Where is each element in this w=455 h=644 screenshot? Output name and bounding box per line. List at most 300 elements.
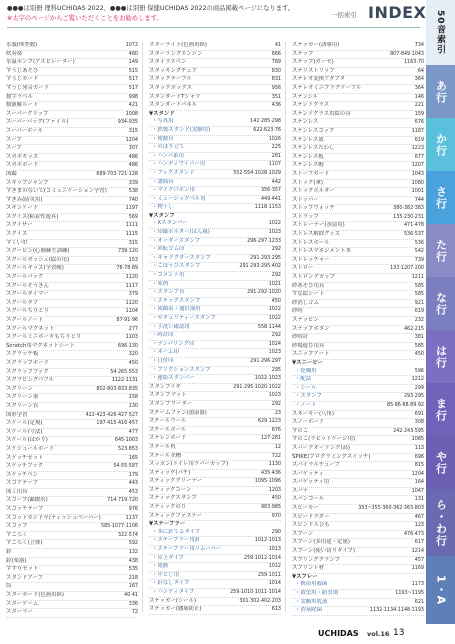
footer-page-number: 13 bbox=[393, 628, 405, 638]
index-entry-pages: 12 bbox=[274, 443, 281, 450]
index-entry bbox=[149, 444, 281, 453]
index-entry-pages: 364 bbox=[414, 84, 424, 91]
index-entry bbox=[6, 455, 138, 464]
index-entry bbox=[149, 384, 281, 393]
index-entry bbox=[292, 59, 424, 68]
index-entry-name: ステップ bbox=[292, 50, 314, 57]
index-entry bbox=[6, 274, 138, 283]
index-entry-name: 図鑑 bbox=[6, 170, 17, 177]
index-entry bbox=[149, 68, 281, 77]
index-entry bbox=[292, 308, 424, 317]
index-entry-pages: 535 bbox=[128, 566, 138, 573]
index-entry-pages: 552·554·1028·1029 bbox=[233, 169, 281, 176]
index-entry-pages: 476·473 bbox=[403, 530, 424, 537]
index-entry-pages: 1026 bbox=[268, 135, 281, 142]
index-entry-name: ▼ステープラー bbox=[149, 521, 186, 528]
index-entry bbox=[149, 358, 281, 367]
index-entry-name: すきまのないで(コミュニケーション学習) bbox=[6, 188, 107, 195]
index-entry-pages: 536 bbox=[414, 239, 424, 246]
index-entry-name: スクリーン架 bbox=[6, 394, 39, 401]
index-entry-name: ・ステープラー用リムーバー bbox=[152, 546, 222, 553]
index-entry-name: ・消臭除菌 bbox=[295, 607, 322, 614]
index-entry-name: ステンドグラス bbox=[292, 102, 330, 109]
index-entry-pages: 450 bbox=[271, 297, 281, 304]
index-entry-pages: 130 bbox=[128, 402, 138, 409]
index-entry-name: SPIKE(プログラミングスイッチ) bbox=[292, 453, 371, 460]
index-entry bbox=[292, 514, 424, 523]
index-entry bbox=[292, 462, 424, 471]
index-entry bbox=[149, 42, 281, 51]
index-entry-name: スケール(寸法) bbox=[6, 428, 43, 435]
index-entry bbox=[6, 532, 138, 541]
index-entry-name: スタンダードTシャツ bbox=[149, 93, 201, 100]
index-entry-pages: 1022 bbox=[268, 220, 281, 227]
index-entry-pages: 569 bbox=[128, 213, 138, 220]
index-entry-name: スパゲッティ bbox=[292, 470, 324, 477]
index-entry-pages: 1187 bbox=[411, 127, 424, 134]
kana-tab[interactable]: か行 bbox=[426, 118, 455, 171]
index-entry bbox=[292, 590, 424, 599]
index-entry-pages: 127·281 bbox=[260, 435, 281, 442]
index-entry bbox=[6, 102, 138, 111]
index-entry-pages: 23 bbox=[274, 409, 281, 416]
index-entry bbox=[149, 461, 281, 470]
index-entry-name: スクールガッシュ(絵の用) bbox=[6, 256, 70, 263]
index-entry bbox=[292, 351, 424, 360]
index-entry-name: 数字ラベル bbox=[6, 93, 33, 100]
index-entry-pages: 677 bbox=[414, 153, 424, 160]
index-entry-name: ・手洗い確認用 bbox=[152, 323, 190, 330]
index-entry-pages: 259·1012·1014 bbox=[243, 554, 281, 561]
index-entry-pages: 462·215 bbox=[403, 325, 424, 332]
index-entry bbox=[6, 171, 138, 180]
kana-tab[interactable]: た行 bbox=[426, 224, 455, 277]
index-entry-name: ・ハンディワイパー用 bbox=[152, 161, 206, 168]
index-entry-pages: 292 bbox=[271, 332, 281, 339]
index-entry-pages: 970 bbox=[271, 512, 281, 519]
index-entry bbox=[149, 255, 281, 264]
index-entry-pages: 956 bbox=[271, 84, 281, 91]
kana-tab[interactable]: な行 bbox=[426, 277, 455, 330]
kana-tab[interactable]: や行 bbox=[426, 436, 455, 489]
index-entry bbox=[6, 412, 138, 421]
index-entry bbox=[149, 529, 281, 538]
index-entry-pages: 295 bbox=[271, 366, 281, 373]
index-entry-pages: 450 bbox=[271, 495, 281, 502]
index-entry-name: スコットカシドヤ(ティッシュペーパー) bbox=[6, 514, 101, 521]
index-entry bbox=[149, 59, 281, 68]
index-entry-name: ・時計印 bbox=[152, 332, 174, 339]
index-entry bbox=[6, 377, 138, 386]
index-entry bbox=[149, 537, 281, 546]
kana-tab[interactable]: 50音索引 bbox=[426, 0, 455, 65]
index-entry bbox=[149, 220, 281, 229]
index-entry-pages: 1012·1013 bbox=[254, 537, 281, 544]
index-entry bbox=[292, 531, 424, 540]
index-entry-name: ステッカー(腰痛防止) bbox=[149, 606, 202, 613]
index-entry-pages: 307 bbox=[128, 145, 138, 152]
index-entry-pages: 1212 bbox=[411, 376, 424, 383]
index-entry-pages: 1207 bbox=[411, 162, 424, 169]
index-entry-name: スタックテーブル bbox=[149, 76, 192, 83]
index-entry bbox=[292, 94, 424, 103]
index-columns bbox=[6, 42, 424, 616]
index-entry-pages: 315 bbox=[128, 239, 138, 246]
index-entry-name: 砂あそび用具 bbox=[292, 282, 325, 289]
index-entry-pages: 438 bbox=[128, 557, 138, 564]
index-entry-name: ステンレス皿 bbox=[292, 136, 324, 143]
footer-volume: vol.16 bbox=[367, 630, 390, 638]
index-entry-pages: 380·382·383 bbox=[393, 205, 424, 212]
index-entry-name: ステンレスコップ bbox=[292, 127, 335, 134]
index-entry-pages: 123 bbox=[414, 522, 424, 529]
index-entry bbox=[292, 283, 424, 292]
index-entry bbox=[149, 375, 281, 384]
kana-tab[interactable]: ら・わ行 bbox=[426, 489, 455, 556]
index-entry-name: スクイザー bbox=[6, 222, 33, 229]
index-entry bbox=[292, 402, 424, 411]
kana-tab[interactable]: 1・A bbox=[426, 556, 455, 624]
index-entry-pages: 221 bbox=[414, 102, 424, 109]
index-entry-name: ストッパー bbox=[292, 196, 319, 203]
index-entry-name: スーパーボール bbox=[6, 127, 44, 134]
index-entry-name: スナッピン bbox=[292, 317, 319, 323]
index-entry-name: ステップ(ガーゼ) bbox=[292, 59, 334, 66]
index-entry-pages: 356·357 bbox=[260, 187, 281, 194]
index-entry-pages: 1022·1023 bbox=[254, 375, 281, 382]
index-entry bbox=[149, 392, 281, 401]
index-entry bbox=[6, 446, 138, 455]
index-entry-name: スピーカー bbox=[292, 505, 319, 512]
index-entry-pages: 517 bbox=[128, 84, 138, 91]
index-entry-pages: 515 bbox=[128, 67, 138, 74]
index-entry bbox=[6, 558, 138, 567]
index-entry bbox=[149, 153, 281, 162]
index-entry bbox=[292, 471, 424, 480]
index-entry-pages: 585·1077·1106 bbox=[100, 523, 138, 530]
index-entry-pages: 442 bbox=[271, 178, 281, 185]
index-title: INDEX bbox=[368, 3, 427, 22]
index-entry bbox=[6, 154, 138, 163]
index-entry bbox=[149, 289, 281, 298]
kana-tab[interactable]: あ行 bbox=[426, 65, 455, 118]
index-entry bbox=[149, 118, 281, 127]
index-entry-name: すずりセット bbox=[6, 566, 39, 573]
index-entry-pages: 1012 bbox=[268, 563, 281, 570]
index-entry bbox=[149, 470, 281, 479]
index-entry-name: スクールノート bbox=[6, 317, 44, 323]
index-entry-pages: 301·302·402·203 bbox=[239, 597, 281, 604]
index-entry-name: スクラップボード bbox=[6, 359, 50, 366]
index-entry-pages: 592 bbox=[128, 540, 138, 547]
index-entry-pages: 457 bbox=[414, 556, 424, 563]
index-entry bbox=[149, 272, 281, 281]
index-entry-name: ・実験用乳液 bbox=[295, 598, 328, 605]
index-entry bbox=[292, 565, 424, 574]
index-entry bbox=[6, 515, 138, 524]
index-entry-name: ・殺虫用・防虫剤 bbox=[295, 590, 339, 596]
index-entry-name: すぎみ(防災用) bbox=[6, 196, 43, 203]
index-entry-pages: 1104 bbox=[125, 308, 138, 315]
index-entry bbox=[149, 136, 281, 145]
index-entry-name: スタッキングチェア bbox=[149, 67, 198, 74]
index-entry-pages: 1193~1195 bbox=[395, 590, 424, 596]
index-entry bbox=[292, 76, 424, 85]
index-entry-pages: 739 bbox=[414, 256, 424, 263]
index-entry-pages: 336 bbox=[128, 600, 138, 607]
index-entry bbox=[6, 205, 138, 214]
index-entry-pages: 113 bbox=[414, 444, 424, 451]
index-entry-pages: 976 bbox=[128, 506, 138, 513]
index-entry-name: スコッチテープ bbox=[6, 506, 44, 513]
index-entry bbox=[6, 197, 138, 206]
index-entry-pages: 296·297·1233 bbox=[247, 237, 281, 244]
index-entry-name: スケッチセット bbox=[6, 454, 44, 461]
index-entry bbox=[6, 437, 138, 446]
index-entry-pages: 422·423·426·427·527 bbox=[85, 411, 138, 418]
index-entry-pages: 1203 bbox=[268, 486, 281, 493]
index-entry-name: スープ bbox=[6, 145, 22, 152]
index-entry bbox=[6, 403, 138, 412]
index-entry bbox=[149, 204, 281, 213]
kana-tab[interactable]: ま行 bbox=[426, 383, 455, 436]
index-entry bbox=[6, 59, 138, 68]
index-entry bbox=[149, 246, 281, 255]
index-entry-name: ・ブックスタンド bbox=[152, 169, 195, 176]
index-entry-pages: 696·130 bbox=[117, 342, 138, 349]
kana-tab[interactable]: さ行 bbox=[426, 171, 455, 224]
index-entry bbox=[292, 197, 424, 206]
index-entry-pages: 158 bbox=[128, 394, 138, 401]
index-entry bbox=[6, 291, 138, 300]
index-entry bbox=[292, 180, 424, 189]
index-entry-name: スクールミニホーキもちりとり bbox=[6, 334, 82, 341]
index-entry bbox=[292, 343, 424, 352]
index-entry-pages: 1211 bbox=[411, 274, 424, 281]
index-entry-name: 水服(体型数) bbox=[6, 42, 38, 48]
index-entry bbox=[6, 188, 138, 197]
index-entry bbox=[149, 572, 281, 581]
index-entry-pages: 292 bbox=[271, 272, 281, 279]
index-entry bbox=[6, 76, 138, 85]
index-entry bbox=[6, 94, 138, 103]
index-entry-pages: 218 bbox=[128, 574, 138, 581]
index-entry bbox=[6, 394, 138, 403]
index-entry-pages: 450 bbox=[128, 359, 138, 366]
index-entry-name: ストックホルダー bbox=[292, 188, 335, 195]
index-entry-pages: 538 bbox=[128, 188, 138, 195]
index-entry-pages: 1197 bbox=[125, 205, 138, 212]
index-entry-name: スチールウール bbox=[149, 418, 187, 425]
index-entry bbox=[292, 240, 424, 249]
index-entry bbox=[6, 497, 138, 506]
index-entry bbox=[149, 418, 281, 427]
index-entry-pages: 789 bbox=[271, 59, 281, 66]
index-entry-name: ・スタンプ bbox=[295, 393, 322, 400]
kana-tab[interactable]: は行 bbox=[426, 330, 455, 383]
index-entry bbox=[6, 240, 138, 249]
index-entry-pages: 142·285·298 bbox=[250, 118, 281, 125]
index-entry bbox=[149, 127, 281, 136]
index-entry-pages: 1122·1131 bbox=[111, 377, 138, 384]
index-entry-name: ・朱肉 bbox=[152, 280, 169, 287]
index-entry-pages: 622·623·76 bbox=[253, 126, 281, 133]
header-rule bbox=[7, 27, 420, 28]
footer-brand: UCHIDAS bbox=[318, 629, 359, 638]
index-entry-pages: 1118·1153 bbox=[254, 204, 281, 211]
index-entry bbox=[6, 489, 138, 498]
index-entry-name: ストラップ bbox=[292, 213, 319, 220]
index-entry-pages: 1024 bbox=[268, 340, 281, 347]
index-entry-pages: 72 bbox=[131, 609, 138, 616]
index-entry bbox=[149, 298, 281, 307]
index-entry-name: スタンプワーター bbox=[149, 400, 193, 407]
index-entry-pages: 453 bbox=[128, 488, 138, 495]
index-entry-name: すごろく(立体) bbox=[6, 540, 43, 547]
index-column-3 bbox=[292, 42, 424, 612]
index-entry-name: ステンレスたわし bbox=[292, 145, 335, 152]
index-entry-pages: 1043 bbox=[411, 170, 424, 177]
index-entry-name: スクラップブック bbox=[6, 368, 49, 375]
index-entry-pages: 291·296·297 bbox=[250, 357, 281, 364]
index-entry-name: スクールキッズ(学習帳) bbox=[6, 265, 64, 272]
index-entry bbox=[6, 326, 138, 335]
index-entry-pages: 1223 bbox=[411, 145, 424, 152]
index-entry-name: スチームファン(加湿器) bbox=[149, 409, 207, 416]
index-entry-pages: 421 bbox=[128, 102, 138, 109]
index-entry-pages: 1103 bbox=[125, 334, 138, 341]
index-entry-pages: 179 bbox=[128, 471, 138, 478]
index-entry bbox=[149, 229, 281, 238]
index-entry-pages: 691 bbox=[414, 410, 424, 417]
index-entry-pages: 585 bbox=[414, 342, 424, 349]
index-entry bbox=[149, 555, 281, 564]
index-entry-name: ・Xスタンパー bbox=[152, 220, 188, 227]
index-entry-pages: 133·1207·200 bbox=[390, 265, 424, 272]
index-entry-pages: 291·293·295·402 bbox=[239, 263, 281, 270]
index-entry-name: スープ bbox=[6, 136, 22, 143]
index-entry bbox=[149, 144, 281, 153]
index-entry bbox=[292, 505, 424, 514]
index-entry-pages: 645·1003 bbox=[114, 437, 138, 444]
index-entry bbox=[6, 85, 138, 94]
index-entry-pages: 934-935 bbox=[117, 119, 138, 126]
index-entry bbox=[6, 566, 138, 575]
index-entry-name: スパゲッティ用 bbox=[292, 479, 330, 486]
index-entry bbox=[6, 222, 138, 231]
index-entry-name: スタンダードパネル bbox=[149, 102, 198, 109]
index-entry-pages: 666 bbox=[271, 50, 281, 57]
index-entry-name: ・物干し bbox=[152, 204, 174, 211]
index-entry-name: ・ステープラー用針 bbox=[152, 537, 201, 544]
index-entry-pages: 54·55·587 bbox=[113, 463, 138, 470]
index-entry bbox=[292, 548, 424, 557]
index-entry-name: スクールタフ bbox=[6, 299, 39, 306]
index-entry bbox=[149, 170, 281, 179]
index-entry bbox=[6, 351, 138, 360]
index-entry-name: スクールバッグ bbox=[6, 274, 44, 281]
index-entry-pages: 315 bbox=[128, 127, 138, 134]
index-entry-pages: 1173 bbox=[411, 581, 424, 588]
index-entry-name: ステール机 bbox=[149, 443, 176, 450]
index-entry bbox=[292, 85, 424, 94]
index-entry bbox=[149, 580, 281, 589]
index-entry bbox=[149, 332, 281, 341]
index-entry-pages: 744 bbox=[414, 196, 424, 203]
index-entry bbox=[149, 606, 281, 615]
index-entry-name: ・オーダースタンプ bbox=[152, 237, 201, 244]
index-entry-name: 筒 bbox=[6, 583, 12, 590]
index-entry-name: 砂消しゴム bbox=[292, 299, 319, 306]
index-entry-name: スノーボード bbox=[292, 419, 325, 426]
index-entry-name: スプーン bbox=[292, 530, 314, 537]
index-entry bbox=[292, 411, 424, 420]
index-entry-name: ・キャラクタースタンプ bbox=[152, 254, 211, 261]
index-entry bbox=[292, 214, 424, 223]
index-entry-name: ・携帯用殺菌 bbox=[295, 581, 328, 588]
index-entry-name: ・写真用 bbox=[152, 118, 174, 125]
index-entry bbox=[6, 300, 138, 309]
index-entry-pages: 585 bbox=[414, 291, 424, 298]
index-entry bbox=[292, 300, 424, 309]
index-entry-pages: 831 bbox=[271, 76, 281, 83]
index-entry bbox=[292, 393, 424, 402]
index-entry bbox=[6, 248, 138, 257]
index-entry-pages: 449·441 bbox=[260, 195, 281, 202]
index-entry bbox=[6, 42, 138, 51]
index-entry-pages: 1115 bbox=[125, 231, 138, 238]
index-entry bbox=[149, 487, 281, 496]
index-entry-pages: 998 bbox=[128, 93, 138, 100]
index-entry-name: スケッチペン bbox=[6, 471, 39, 478]
index-entry-name: ・卓上タイプ bbox=[152, 554, 185, 561]
index-entry-pages: 64 bbox=[417, 67, 424, 74]
index-entry-pages: 351 bbox=[271, 93, 281, 100]
index-entry bbox=[292, 368, 424, 377]
index-entry-pages: 450 bbox=[414, 351, 424, 358]
index-entry-name: ・日付印 bbox=[152, 357, 174, 364]
index-entry-name: スティックのり bbox=[149, 504, 187, 511]
index-entry bbox=[149, 427, 281, 436]
index-entry-pages: 486 bbox=[128, 153, 138, 160]
index-entry-name: ・成績表・通信簿用 bbox=[152, 306, 201, 313]
index-entry-name: スクールタイマー bbox=[6, 291, 49, 298]
index-entry-name: ストレーナー(蒸留用) bbox=[292, 222, 345, 229]
index-entry bbox=[149, 410, 281, 419]
index-entry-name: ・のぼり立て bbox=[152, 144, 185, 151]
index-entry bbox=[149, 598, 281, 607]
index-entry-pages: 1072 bbox=[125, 42, 138, 48]
index-entry-pages: 480 bbox=[128, 50, 138, 57]
index-entry-name: すうじ発音カード bbox=[6, 84, 50, 91]
note-line-1: ●●●は別冊 理科UCHIDAS 2022、●●●は別冊 保健UCHIDAS 2022の商品掲載ページになります。 bbox=[7, 5, 295, 12]
index-entry bbox=[149, 495, 281, 504]
index-entry-pages: 339 bbox=[128, 179, 138, 186]
index-entry bbox=[292, 557, 424, 566]
index-entry-pages: 1095·1096 bbox=[254, 478, 281, 485]
index-section-header bbox=[292, 360, 424, 368]
index-entry-pages: 290 bbox=[271, 528, 281, 535]
index-entry-pages: 364 bbox=[414, 76, 424, 83]
index-entry-name: ・ハンバ系用 bbox=[152, 152, 184, 159]
index-entry bbox=[292, 222, 424, 231]
index-entry bbox=[292, 291, 424, 300]
index-entry-pages: 1047 bbox=[411, 487, 424, 494]
index-entry bbox=[149, 179, 281, 188]
index-entry-name: スパークオーリング(高) bbox=[292, 444, 351, 451]
index-entry-pages: 293·295 bbox=[403, 393, 424, 400]
index-entry-pages: 696 bbox=[414, 453, 424, 460]
